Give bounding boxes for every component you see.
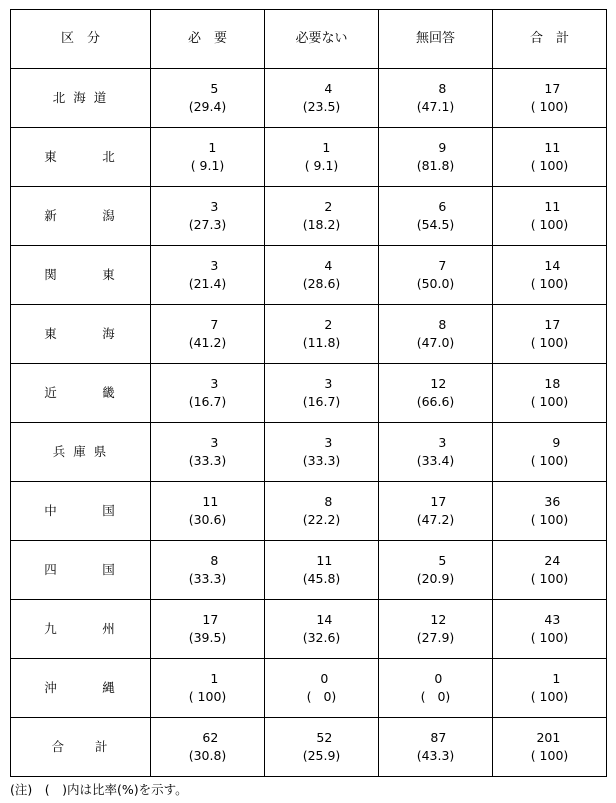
table-row — [11, 718, 607, 777]
data-cell — [265, 187, 379, 246]
data-cell — [151, 718, 265, 777]
data-cell — [265, 364, 379, 423]
count-value: 9 — [438, 140, 447, 155]
percentage-value: ( 100) — [530, 217, 569, 232]
data-cell — [151, 482, 265, 541]
cell-content — [417, 139, 455, 175]
cell-content — [531, 611, 569, 647]
count-value: 3 — [438, 435, 447, 450]
percentage-value: (33.3) — [188, 571, 227, 586]
percentage-value: ( 100) — [530, 335, 569, 350]
data-cell — [151, 364, 265, 423]
cell-content — [303, 80, 341, 116]
count-value: 3 — [210, 199, 219, 214]
percentage-value: (28.6) — [302, 276, 341, 291]
data-cell — [379, 659, 493, 718]
region-label: 北 海 道 — [11, 69, 151, 128]
percentage-value: (29.4) — [188, 99, 227, 114]
cell-content — [189, 552, 227, 588]
count-value: 1 — [552, 671, 561, 686]
data-cell — [493, 246, 607, 305]
cell-content — [417, 375, 455, 411]
cell-content — [417, 316, 455, 352]
percentage-value: ( 100) — [530, 630, 569, 645]
cell-content — [189, 257, 227, 293]
count-value: 62 — [202, 730, 219, 745]
cell-content — [531, 80, 569, 116]
percentage-value: (32.6) — [302, 630, 341, 645]
data-cell — [493, 128, 607, 187]
count-value: 2 — [324, 317, 333, 332]
count-value: 3 — [210, 435, 219, 450]
cell-content — [417, 493, 455, 529]
cell-content — [531, 316, 569, 352]
percentage-value: (20.9) — [416, 571, 455, 586]
percentage-value: (25.9) — [302, 748, 341, 763]
percentage-value: ( 0) — [306, 689, 337, 704]
percentage-value: (33.3) — [302, 453, 341, 468]
table-row — [11, 541, 607, 600]
cell-content — [189, 670, 227, 706]
percentage-value: (30.6) — [188, 512, 227, 527]
count-value: 6 — [438, 199, 447, 214]
cell-content — [531, 198, 569, 234]
percentage-value: ( 100) — [530, 689, 569, 704]
count-value: 9 — [552, 435, 561, 450]
cell-content — [189, 375, 227, 411]
percentage-value: ( 100) — [530, 512, 569, 527]
region-label: 兵 庫 県 — [11, 423, 151, 482]
data-cell — [379, 423, 493, 482]
header-needed: 必 要 — [151, 10, 265, 69]
count-value: 11 — [544, 199, 561, 214]
percentage-value: (33.4) — [416, 453, 455, 468]
percentage-value: ( 0) — [420, 689, 451, 704]
percentage-value: (47.1) — [416, 99, 455, 114]
data-cell — [493, 69, 607, 128]
count-value: 5 — [210, 81, 219, 96]
cell-content — [189, 434, 227, 470]
cell-content — [417, 257, 455, 293]
count-value: 8 — [210, 553, 219, 568]
cell-content — [531, 434, 569, 470]
cell-content — [191, 139, 225, 175]
data-cell — [265, 128, 379, 187]
cell-content — [531, 139, 569, 175]
count-value: 8 — [438, 81, 447, 96]
cell-content — [189, 80, 227, 116]
data-cell — [151, 187, 265, 246]
count-value: 11 — [544, 140, 561, 155]
count-value: 17 — [202, 612, 219, 627]
percentage-value: (16.7) — [302, 394, 341, 409]
count-value: 201 — [536, 730, 561, 745]
data-cell — [493, 600, 607, 659]
data-cell — [379, 718, 493, 777]
percentage-value: (39.5) — [188, 630, 227, 645]
cell-content — [305, 139, 339, 175]
count-value: 7 — [438, 258, 447, 273]
table-row — [11, 423, 607, 482]
header-region: 区 分 — [11, 10, 151, 69]
percentage-value: (16.7) — [188, 394, 227, 409]
count-value: 36 — [544, 494, 561, 509]
percentage-value: (45.8) — [302, 571, 341, 586]
percentage-value: ( 100) — [530, 394, 569, 409]
percentage-value: (18.2) — [302, 217, 341, 232]
percentage-value: ( 100) — [530, 99, 569, 114]
data-cell — [493, 305, 607, 364]
percentage-value: (23.5) — [302, 99, 341, 114]
data-cell — [379, 128, 493, 187]
count-value: 2 — [324, 199, 333, 214]
data-cell — [151, 423, 265, 482]
data-cell — [151, 69, 265, 128]
region-label: 中 国 — [11, 482, 151, 541]
header-row — [11, 10, 607, 69]
count-value: 12 — [430, 376, 447, 391]
table-row — [11, 128, 607, 187]
data-cell — [493, 541, 607, 600]
region-label: 東 海 — [11, 305, 151, 364]
count-value: 24 — [544, 553, 561, 568]
cell-content — [303, 198, 341, 234]
count-value: 8 — [438, 317, 447, 332]
table-row — [11, 246, 607, 305]
data-cell — [265, 305, 379, 364]
cell-content — [421, 670, 451, 706]
table-row — [11, 659, 607, 718]
count-value: 3 — [210, 258, 219, 273]
data-cell — [379, 541, 493, 600]
cell-content — [307, 670, 337, 706]
cell-content — [189, 611, 227, 647]
data-cell — [379, 187, 493, 246]
data-cell — [493, 659, 607, 718]
percentage-value: (11.8) — [302, 335, 341, 350]
cell-content — [303, 493, 341, 529]
table-body — [11, 10, 607, 777]
percentage-value: (41.2) — [188, 335, 227, 350]
cell-content — [303, 729, 341, 765]
count-value: 11 — [202, 494, 219, 509]
data-cell — [265, 600, 379, 659]
data-cell — [493, 423, 607, 482]
data-cell — [493, 187, 607, 246]
count-value: 8 — [324, 494, 333, 509]
region-label: 関 東 — [11, 246, 151, 305]
cell-content — [303, 552, 341, 588]
cell-content — [189, 198, 227, 234]
region-label: 九 州 — [11, 600, 151, 659]
data-cell — [265, 659, 379, 718]
percentage-value: (54.5) — [416, 217, 455, 232]
cell-content — [303, 257, 341, 293]
data-cell — [379, 305, 493, 364]
cell-content — [417, 80, 455, 116]
header-no-answer: 無回答 — [379, 10, 493, 69]
count-value: 1 — [210, 671, 219, 686]
count-value: 5 — [438, 553, 447, 568]
percentage-value: (30.8) — [188, 748, 227, 763]
data-cell — [379, 600, 493, 659]
data-cell — [265, 69, 379, 128]
percentage-value: (66.6) — [416, 394, 455, 409]
cell-content — [417, 434, 455, 470]
data-cell — [379, 364, 493, 423]
header-not-needed: 必要ない — [265, 10, 379, 69]
count-value: 3 — [324, 376, 333, 391]
table-row — [11, 187, 607, 246]
cell-content — [417, 198, 455, 234]
cell-content — [417, 729, 455, 765]
footnote: (注) ( )内は比率(%)を示す。 — [10, 782, 188, 797]
count-value: 12 — [430, 612, 447, 627]
percentage-value: (33.3) — [188, 453, 227, 468]
cell-content — [303, 375, 341, 411]
table-row — [11, 69, 607, 128]
cell-content — [531, 375, 569, 411]
data-cell — [151, 541, 265, 600]
count-value: 7 — [210, 317, 219, 332]
region-label: 合 計 — [11, 718, 151, 777]
data-cell — [493, 364, 607, 423]
count-value: 17 — [544, 81, 561, 96]
cell-content — [303, 316, 341, 352]
data-cell — [493, 482, 607, 541]
count-value: 52 — [316, 730, 333, 745]
count-value: 17 — [430, 494, 447, 509]
count-value: 18 — [544, 376, 561, 391]
region-label: 沖 縄 — [11, 659, 151, 718]
count-value: 3 — [210, 376, 219, 391]
count-value: 11 — [316, 553, 333, 568]
cell-content — [417, 611, 455, 647]
percentage-value: ( 100) — [530, 571, 569, 586]
percentage-value: ( 9.1) — [190, 158, 225, 173]
cell-content — [303, 434, 341, 470]
cell-content — [417, 552, 455, 588]
data-cell — [151, 659, 265, 718]
percentage-value: (27.9) — [416, 630, 455, 645]
data-cell — [379, 246, 493, 305]
cell-content — [531, 729, 569, 765]
percentage-value: (43.3) — [416, 748, 455, 763]
count-value: 14 — [544, 258, 561, 273]
cell-content — [189, 729, 227, 765]
percentage-value: ( 100) — [530, 158, 569, 173]
percentage-value: (21.4) — [188, 276, 227, 291]
count-value: 0 — [434, 671, 443, 686]
count-value: 1 — [322, 140, 331, 155]
percentage-value: (22.2) — [302, 512, 341, 527]
survey-table — [10, 9, 607, 777]
cell-content — [531, 552, 569, 588]
count-value: 4 — [324, 258, 333, 273]
region-label: 四 国 — [11, 541, 151, 600]
data-cell — [379, 482, 493, 541]
table-row — [11, 482, 607, 541]
count-value: 17 — [544, 317, 561, 332]
data-cell — [493, 718, 607, 777]
table-row — [11, 364, 607, 423]
cell-content — [189, 316, 227, 352]
region-label: 近 畿 — [11, 364, 151, 423]
data-cell — [151, 305, 265, 364]
data-cell — [265, 246, 379, 305]
count-value: 43 — [544, 612, 561, 627]
data-cell — [265, 541, 379, 600]
count-value: 4 — [324, 81, 333, 96]
data-cell — [265, 423, 379, 482]
percentage-value: ( 9.1) — [304, 158, 339, 173]
table-row — [11, 305, 607, 364]
count-value: 0 — [320, 671, 329, 686]
percentage-value: (50.0) — [416, 276, 455, 291]
cell-content — [531, 670, 569, 706]
cell-content — [303, 611, 341, 647]
cell-content — [189, 493, 227, 529]
percentage-value: ( 100) — [530, 276, 569, 291]
count-value: 1 — [208, 140, 217, 155]
percentage-value: (47.2) — [416, 512, 455, 527]
region-label: 新 潟 — [11, 187, 151, 246]
percentage-value: (81.8) — [416, 158, 455, 173]
count-value: 87 — [430, 730, 447, 745]
percentage-value: ( 100) — [530, 748, 569, 763]
percentage-value: ( 100) — [530, 453, 569, 468]
count-value: 14 — [316, 612, 333, 627]
data-cell — [151, 246, 265, 305]
percentage-value: (47.0) — [416, 335, 455, 350]
header-total: 合 計 — [493, 10, 607, 69]
data-cell — [265, 718, 379, 777]
percentage-value: ( 100) — [188, 689, 227, 704]
percentage-value: (27.3) — [188, 217, 227, 232]
cell-content — [531, 493, 569, 529]
count-value: 3 — [324, 435, 333, 450]
cell-content — [531, 257, 569, 293]
table-row — [11, 600, 607, 659]
region-label: 東 北 — [11, 128, 151, 187]
data-cell — [151, 128, 265, 187]
data-cell — [151, 600, 265, 659]
data-cell — [379, 69, 493, 128]
data-cell — [265, 482, 379, 541]
